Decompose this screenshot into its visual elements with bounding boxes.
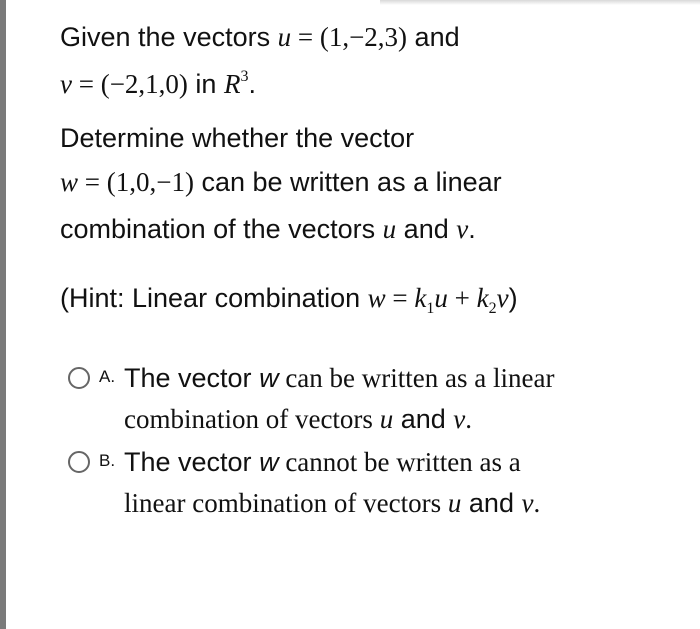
math-var-w: w [60,167,79,197]
math-var-u: u [434,283,448,313]
math-var-v: v [453,404,466,434]
text-given-vectors: Given the vectors [60,22,278,52]
math-var-v: v [521,488,534,518]
math-var-v: v [456,214,469,244]
math-equals: = [385,283,415,313]
math-v-value: = (−2,1,0) [71,69,188,99]
option-b-and: and [461,488,522,518]
text-period: . [533,488,541,518]
option-b-text: linear combination of vectors [124,488,448,518]
question-line-3 [60,123,414,154]
option-b-text: The vector [124,447,260,477]
math-var-u: u [277,22,292,52]
math-var-w: w [259,447,279,477]
math-var-v: v [60,69,72,99]
math-var-u: u [382,214,397,244]
math-k1: k [414,283,427,313]
left-border [0,0,6,629]
question-line-5 [60,214,476,245]
text-in: in [187,69,224,99]
math-u-value: = (1,−2,3) [291,22,408,52]
option-b-line-2 [124,488,540,519]
hint-line [60,283,518,318]
text-and: and [396,214,457,244]
text-can-be-written: can be written as a linear [193,167,502,197]
text-combination: combination of the vectors [60,214,383,244]
hint-close-paren: ) [508,283,518,313]
question-line-4 [60,167,502,198]
text-and: and [407,22,460,52]
option-a-text: The vector [124,363,260,393]
option-a-radio[interactable] [68,367,90,389]
option-a-text: combination of vectors [124,404,380,434]
option-b-text: cannot be written as a [278,447,521,477]
hint-text: (Hint: Linear combination [60,283,368,313]
math-w-value: = (1,0,−1) [78,167,194,197]
option-a-letter: A. [99,367,116,386]
math-var-v: v [496,283,509,313]
math-k2-subscript: 2 [488,300,497,317]
math-k2: k [476,283,489,313]
question-line-2 [60,68,256,100]
text-period: . [465,404,472,434]
option-a-text: can be written as a linear [278,363,555,393]
math-k1-subscript: 1 [426,300,435,317]
option-b-radio[interactable] [68,451,90,473]
text-period: . [468,214,476,244]
question-line-1 [60,22,460,53]
top-edge-shadow [380,0,700,5]
math-var-u: u [379,404,394,434]
option-a-and: and [393,404,454,434]
option-a-line-1 [124,363,554,394]
math-var-w: w [367,283,386,313]
math-var-w: w [259,363,279,393]
math-plus: + [447,283,477,313]
text-determine: Determine whether the vector [60,123,415,153]
option-a-line-2 [124,404,472,435]
option-b-letter: B. [99,451,116,470]
option-b-line-1 [124,447,521,478]
math-space-r: R [223,69,241,99]
math-space-exponent: 3 [240,68,249,85]
text-period: . [248,69,256,99]
math-var-u: u [447,488,462,518]
